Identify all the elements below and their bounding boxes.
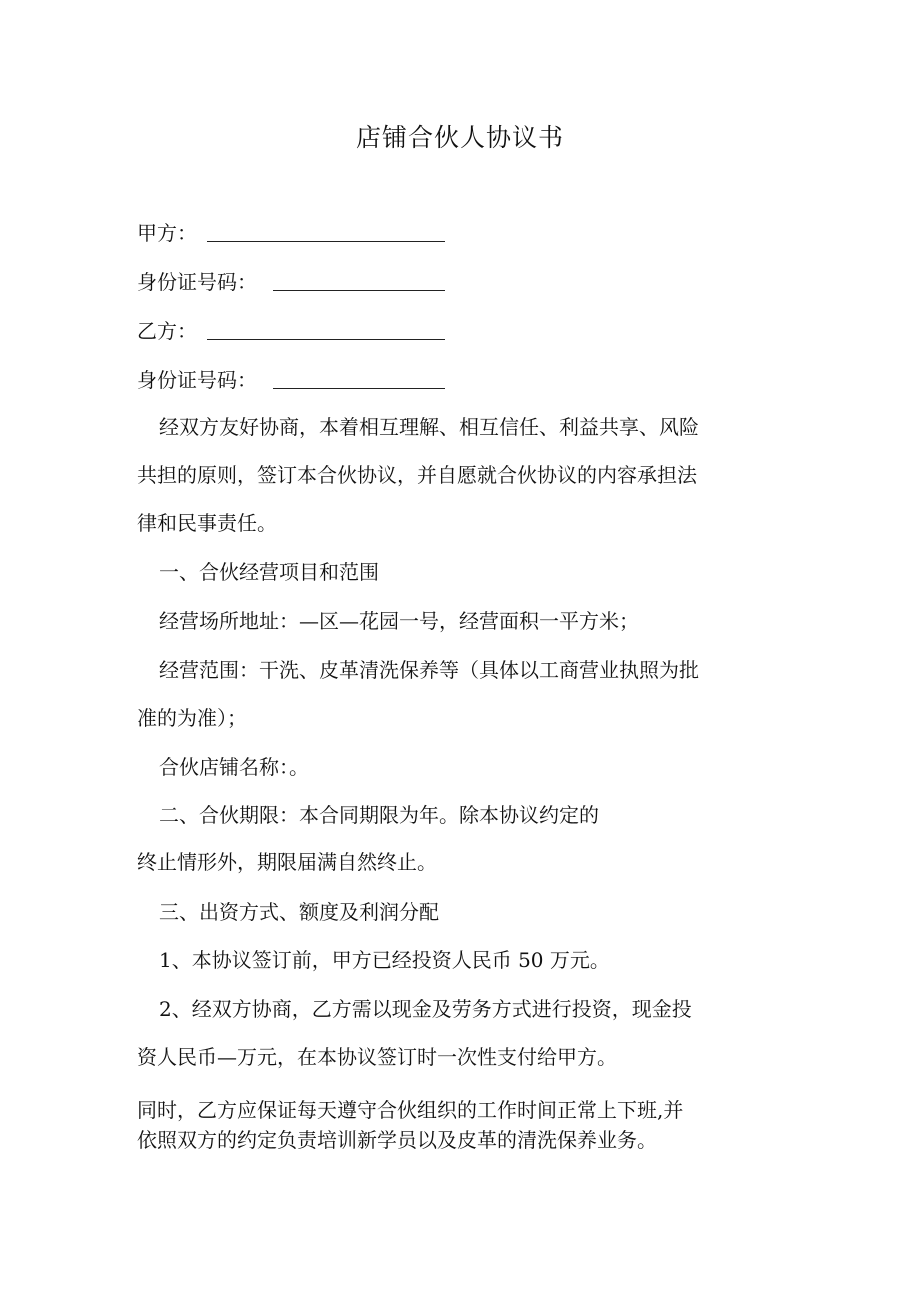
section-2-line-2: 终止情形外，期限届满自然终止。 bbox=[137, 850, 437, 874]
party-b-label: 乙方： bbox=[137, 319, 197, 343]
preamble-line-3: 律和民事责任。 bbox=[137, 511, 277, 535]
investment-item-2-line-2: 资人民币—万元，在本协议签订时一次性支付给甲方。 bbox=[137, 1045, 617, 1069]
business-address: 经营场所地址：—区—花园一号，经营面积一平方米； bbox=[159, 609, 639, 633]
section-2-line-1: 二、合伙期限：本合同期限为年。除本协议约定的 bbox=[159, 803, 599, 827]
preamble-line-2: 共担的原则，签订本合伙协议，并自愿就合伙协议的内容承担法 bbox=[137, 463, 697, 487]
investment-continuation-line-1: 同时，乙方应保证每天遵守合伙组织的工作时间正常上下班,并 bbox=[137, 1098, 684, 1122]
party-b-id-blank bbox=[273, 388, 445, 389]
document-title: 店铺合伙人协议书 bbox=[355, 123, 564, 152]
business-scope-line-1: 经营范围：干洗、皮革清洗保养等（具体以工商营业执照为批 bbox=[159, 658, 699, 682]
shop-name: 合伙店铺名称：。 bbox=[159, 755, 309, 779]
business-scope-line-2: 准的为准）； bbox=[137, 706, 247, 730]
section-3-heading: 三、出资方式、额度及利润分配 bbox=[159, 900, 439, 924]
section-1-heading: 一、合伙经营项目和范围 bbox=[159, 560, 379, 584]
party-a-id-blank bbox=[273, 290, 445, 291]
investment-continuation-line-2: 依照双方的约定负责培训新学员以及皮革的清洗保养业务。 bbox=[137, 1128, 657, 1152]
party-a-id-label: 身份证号码： bbox=[137, 270, 257, 294]
party-b-blank bbox=[207, 339, 445, 340]
party-b-id-label: 身份证号码： bbox=[137, 368, 257, 392]
investment-item-1: 1、本协议签订前，甲方已经投资人民币 50 万元。 bbox=[159, 948, 610, 972]
party-a-label: 甲方： bbox=[137, 221, 197, 245]
preamble-line-1: 经双方友好协商，本着相互理解、相互信任、利益共享、风险 bbox=[159, 415, 699, 439]
party-a-blank bbox=[207, 241, 445, 242]
investment-item-2-line-1: 2、经双方协商，乙方需以现金及劳务方式进行投资，现金投 bbox=[159, 997, 692, 1021]
